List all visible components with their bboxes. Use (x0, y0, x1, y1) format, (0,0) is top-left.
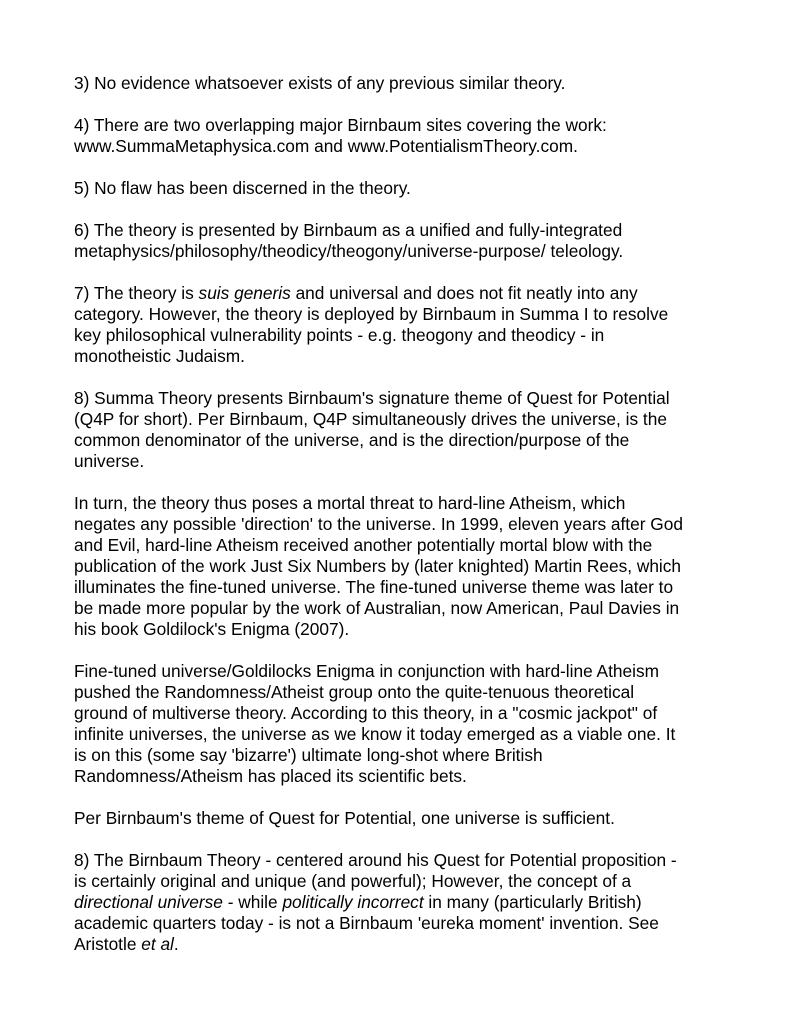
text-line (74, 745, 740, 766)
text-segment: publication of the work Just Six Numbers by (later knighted) Martin Rees, which (74, 556, 682, 576)
text-segment: 8) Summa Theory presents Birnbaum's signature theme of Quest for Potential (74, 388, 670, 408)
text-segment: 5) No flaw has been discerned in the theory. (74, 178, 411, 198)
paragraph-p9 (74, 493, 740, 640)
paragraph-p3 (74, 73, 740, 94)
text-segment: Randomness/Atheism has placed its scientific bets. (74, 766, 467, 786)
text-segment: 6) The theory is presented by Birnbaum as a unified and fully-integrated (74, 220, 623, 240)
text-line (74, 73, 740, 94)
text-segment: - while (222, 892, 283, 912)
text-line (74, 136, 740, 157)
text-segment: In turn, the theory thus poses a mortal threat to hard-line Atheism, which (74, 493, 626, 513)
text-segment: Aristotle (74, 934, 142, 954)
text-line (74, 577, 740, 598)
text-line (74, 451, 740, 472)
text-line (74, 556, 740, 577)
text-segment: illuminates the fine-tuned universe. The fine-tuned universe theme was later to (74, 577, 674, 597)
paragraph-p8b (74, 850, 740, 955)
text-segment: his book Goldilock's Enigma (2007). (74, 619, 350, 639)
italic-text: et al (141, 934, 174, 954)
text-segment: infinite universes, the universe as we know it today emerged as a viable one. It (74, 724, 676, 744)
text-segment: category. However, the theory is deployed by Birnbaum in Summa I to resolve (74, 304, 669, 324)
text-segment: academic quarters today - is not a Birnbaum 'eureka moment' invention. See (74, 913, 659, 933)
paragraph-p5 (74, 178, 740, 199)
text-line (74, 325, 740, 346)
text-segment: 3) No evidence whatsoever exists of any previous similar theory. (74, 73, 566, 93)
text-segment: monotheistic Judaism. (74, 346, 245, 366)
italic-text: suis generis (198, 283, 291, 303)
text-line (74, 724, 740, 745)
text-segment: (Q4P for short). Per Birnbaum, Q4P simultaneously drives the universe, is the (74, 409, 667, 429)
text-line (74, 871, 740, 892)
text-segment: Fine-tuned universe/Goldilocks Enigma in conjunction with hard-line Atheism (74, 661, 659, 681)
text-line (74, 682, 740, 703)
text-segment: negates any possible 'direction' to the universe. In 1999, eleven years after God (74, 514, 683, 534)
text-segment: and Evil, hard-line Atheism received another potentially mortal blow with the (74, 535, 653, 555)
italic-text: politically incorrect (282, 892, 424, 912)
text-line (74, 241, 740, 262)
paragraph-p11 (74, 808, 740, 829)
text-line (74, 766, 740, 787)
text-line (74, 304, 740, 325)
text-segment: pushed the Randomness/Atheist group onto the quite-tenuous theoretical (74, 682, 635, 702)
text-line (74, 220, 740, 241)
text-line (74, 178, 740, 199)
text-segment: common denominator of the universe, and is the direction/purpose of the (74, 430, 630, 450)
text-line (74, 892, 740, 913)
text-segment: Per Birnbaum's theme of Quest for Potential, one universe is sufficient. (74, 808, 615, 828)
text-line (74, 430, 740, 451)
text-line (74, 934, 740, 955)
text-segment: in many (particularly British) (423, 892, 642, 912)
text-line (74, 703, 740, 724)
italic-text: directional universe (74, 892, 223, 912)
text-line (74, 535, 740, 556)
text-line (74, 346, 740, 367)
paragraph-p8a (74, 388, 740, 472)
text-segment: . (173, 934, 179, 954)
text-segment: key philosophical vulnerability points - e.g. theogony and theodicy - in (74, 325, 605, 345)
text-line (74, 661, 740, 682)
text-line (74, 388, 740, 409)
text-line (74, 115, 740, 136)
paragraph-p7 (74, 283, 740, 367)
text-line (74, 913, 740, 934)
text-line (74, 598, 740, 619)
text-segment: and universal and does not fit neatly into any (290, 283, 638, 303)
text-segment: is certainly original and unique (and powerful); However, the concept of a (74, 871, 632, 891)
text-line (74, 493, 740, 514)
text-segment: be made more popular by the work of Australian, now American, Paul Davies in (74, 598, 680, 618)
text-line (74, 283, 740, 304)
paragraph-p10 (74, 661, 740, 787)
text-segment: 7) The theory is (74, 283, 199, 303)
text-segment: metaphysics/philosophy/theodicy/theogony/universe-purpose/ teleology. (74, 241, 624, 261)
text-line (74, 514, 740, 535)
text-segment: ground of multiverse theory. According to this theory, in a "cosmic jackpot" of (74, 703, 658, 723)
text-line (74, 808, 740, 829)
text-line (74, 619, 740, 640)
text-segment: 4) There are two overlapping major Birnbaum sites covering the work: (74, 115, 607, 135)
text-segment: www.SummaMetaphysica.com and www.PotentialismTheory.com. (74, 136, 578, 156)
paragraph-p4 (74, 115, 740, 157)
text-line (74, 850, 740, 871)
text-segment: 8) The Birnbaum Theory - centered around his Quest for Potential proposition - (74, 850, 677, 870)
text-line (74, 409, 740, 430)
text-segment: universe. (74, 451, 145, 471)
paragraph-p6 (74, 220, 740, 262)
text-segment: is on this (some say 'bizarre') ultimate long-shot where British (74, 745, 543, 765)
